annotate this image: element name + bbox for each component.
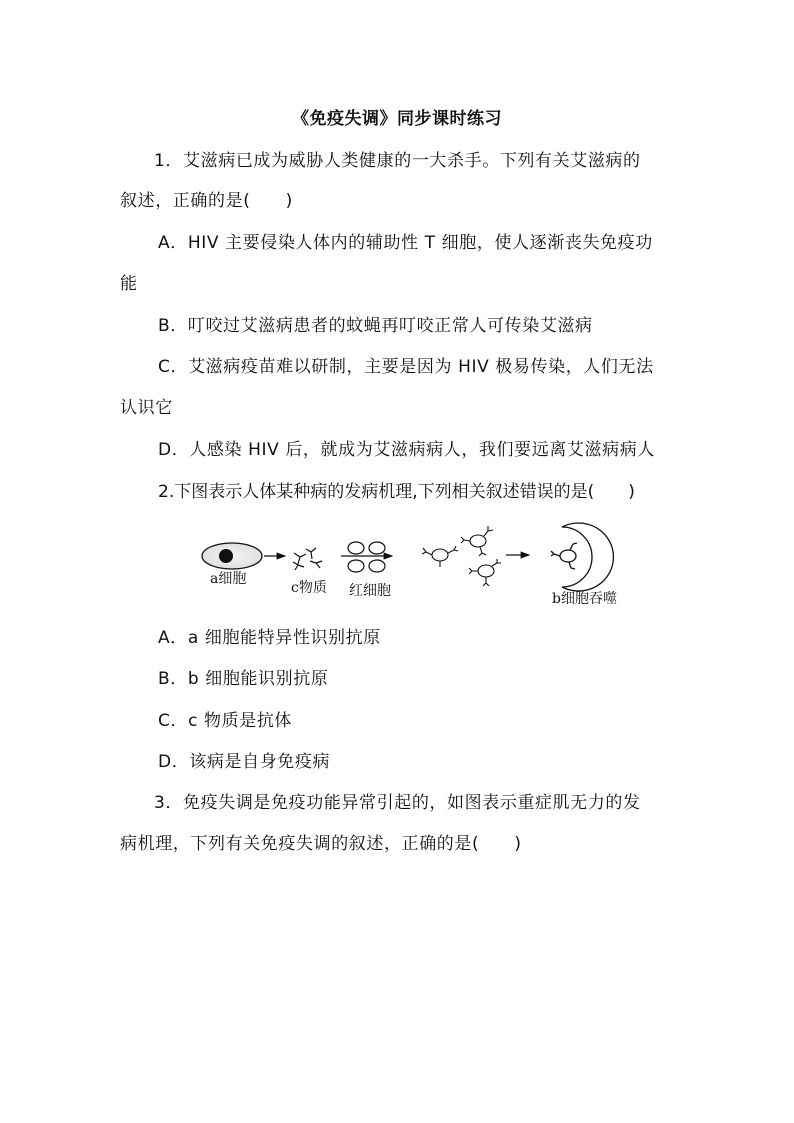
- q1-option-c-line1: C．艾滋病疫苗难以研制，主要是因为 HIV 极易传染，人们无法: [158, 357, 654, 377]
- q2-option-d: D．该病是自身免疫病: [158, 752, 331, 772]
- q3-stem-line1: 3．免疫失调是免疫功能异常引起的，如图表示重症肌无力的发: [154, 793, 641, 813]
- q1-option-a-line1: A．HIV 主要侵染人体内的辅助性 T 细胞，使人逐渐丧失免疫功: [158, 233, 653, 253]
- q1-option-a-line2: 能: [120, 274, 138, 294]
- b-cell-phagocytosis-icon: [551, 523, 613, 591]
- antibody-icon: [293, 548, 322, 570]
- q2-option-b: B．b 细胞能识别抗原: [158, 669, 329, 689]
- q2-option-c: C．c 物质是抗体: [158, 711, 293, 731]
- label-red-blood-cell: 红细胞: [349, 583, 391, 599]
- red-blood-cell-icon: [348, 542, 385, 572]
- q3-stem-line2: 病机理，下列有关免疫失调的叙述，正确的是( ): [120, 834, 522, 854]
- label-a-cell: a细胞: [210, 571, 247, 587]
- q1-option-b: B．叮咬过艾滋病患者的蚊蝇再叮咬正常人可传染艾滋病: [158, 316, 593, 336]
- a-cell-icon: [202, 543, 262, 569]
- q1-option-d: D．人感染 HIV 后，就成为艾滋病病人，我们要远离艾滋病病人: [158, 440, 655, 460]
- q2-option-a: A．a 细胞能特异性识别抗原: [158, 628, 381, 648]
- q1-option-c-line2: 认识它: [120, 398, 173, 418]
- disease-mechanism-diagram: [196, 515, 632, 615]
- q1-stem-line1: 1．艾滋病已成为威胁人类健康的一大杀手。下列有关艾滋病的: [154, 151, 641, 171]
- coated-red-blood-cell-icon: [422, 526, 501, 586]
- label-c-substance: c物质: [291, 580, 327, 596]
- q2-stem: 2.下图表示人体某种病的发病机理,下列相关叙述错误的是( ): [158, 482, 635, 502]
- q1-stem-line2: 叙述，正确的是( ): [120, 191, 293, 211]
- document-title: 《免疫失调》同步课时练习: [292, 109, 502, 129]
- label-b-cell-phagocytosis: b细胞吞噬: [552, 591, 617, 607]
